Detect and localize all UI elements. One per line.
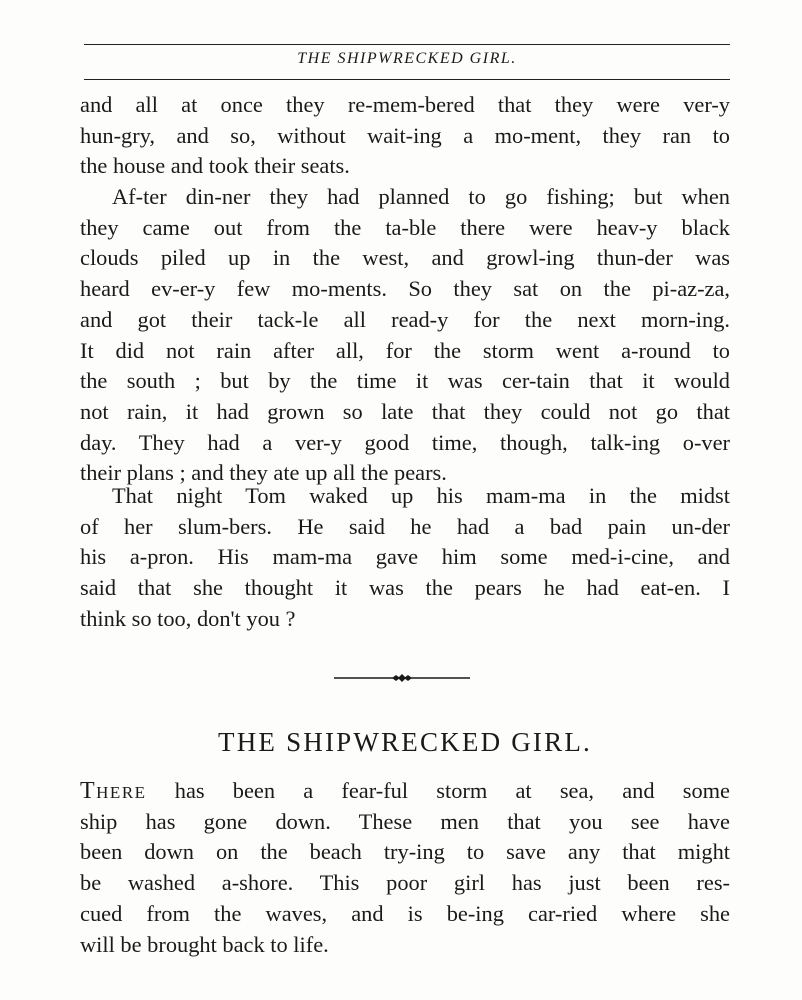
text-line: clouds piled up in the west, and growl-ing thun-der was (80, 245, 730, 271)
text-line: they came out from the ta-ble there were heav-y black (80, 214, 730, 240)
text-line: That night Tom waked up his mam-ma in the midst (112, 483, 730, 508)
text-line: and got their tack-le all read-y for the next morn-ing. (80, 306, 730, 332)
drop-word: There (80, 778, 147, 804)
text-line: be washed a-shore. This poor girl has just been res- (80, 870, 730, 896)
text-line: It did not rain after all, for the storm went a-round to (80, 337, 730, 363)
text-line: will be brought back to life. (80, 931, 329, 957)
text-line: ship has gone down. These men that you see have (80, 808, 730, 834)
header-rule-top (84, 44, 730, 45)
paragraph-after-dinner (80, 182, 730, 489)
chapter-title: THE SHIPWRECKED GIRL. (218, 727, 592, 757)
text-line: and all at once they re-mem-bered that they were ver-y (80, 92, 730, 117)
text-line: been down on the beach try-ing to save any that might (80, 839, 730, 865)
text-line: his a-pron. His mam-ma gave him some med-i-cine, and (80, 544, 730, 570)
text-line: the house and took their seats. (80, 153, 350, 179)
text-line: said that she thought it was the pears he had eat-en. I (80, 575, 730, 601)
ornamental-divider (334, 671, 470, 685)
text-line: hun-gry, and so, without wait-ing a mo-ment, they ran to (80, 122, 730, 148)
paragraph-that-night (80, 481, 730, 635)
text-line: the south ; but by the time it was cer-tain that it would (80, 368, 730, 394)
text-line-rest: has been a fear-ful storm at sea, and some (146, 778, 730, 803)
text-line: Af-ter din-ner they had planned to go fishing; but when (112, 184, 730, 209)
text-line: their plans ; and they ate up all the pears. (80, 460, 447, 486)
text-line: of her slum-bers. He said he had a bad pain un-der (80, 513, 730, 539)
header-rule-bottom (84, 79, 730, 80)
text-line: cued from the waves, and is be-ing car-ried where she (80, 900, 730, 926)
text-line: day. They had a ver-y good time, though, talk-ing o-ver (80, 429, 730, 455)
text-line: heard ev-er-y few mo-ments. So they sat on the pi-az-za, (80, 276, 730, 302)
text-line: think so too, don't you ? (80, 605, 296, 631)
text-line: not rain, it had grown so late that they could not go that (80, 398, 730, 424)
text-line (80, 776, 730, 807)
running-head: THE SHIPWRECKED GIRL. (297, 50, 517, 67)
paragraph-shipwreck (80, 776, 730, 960)
paragraph-continuation (80, 90, 730, 182)
